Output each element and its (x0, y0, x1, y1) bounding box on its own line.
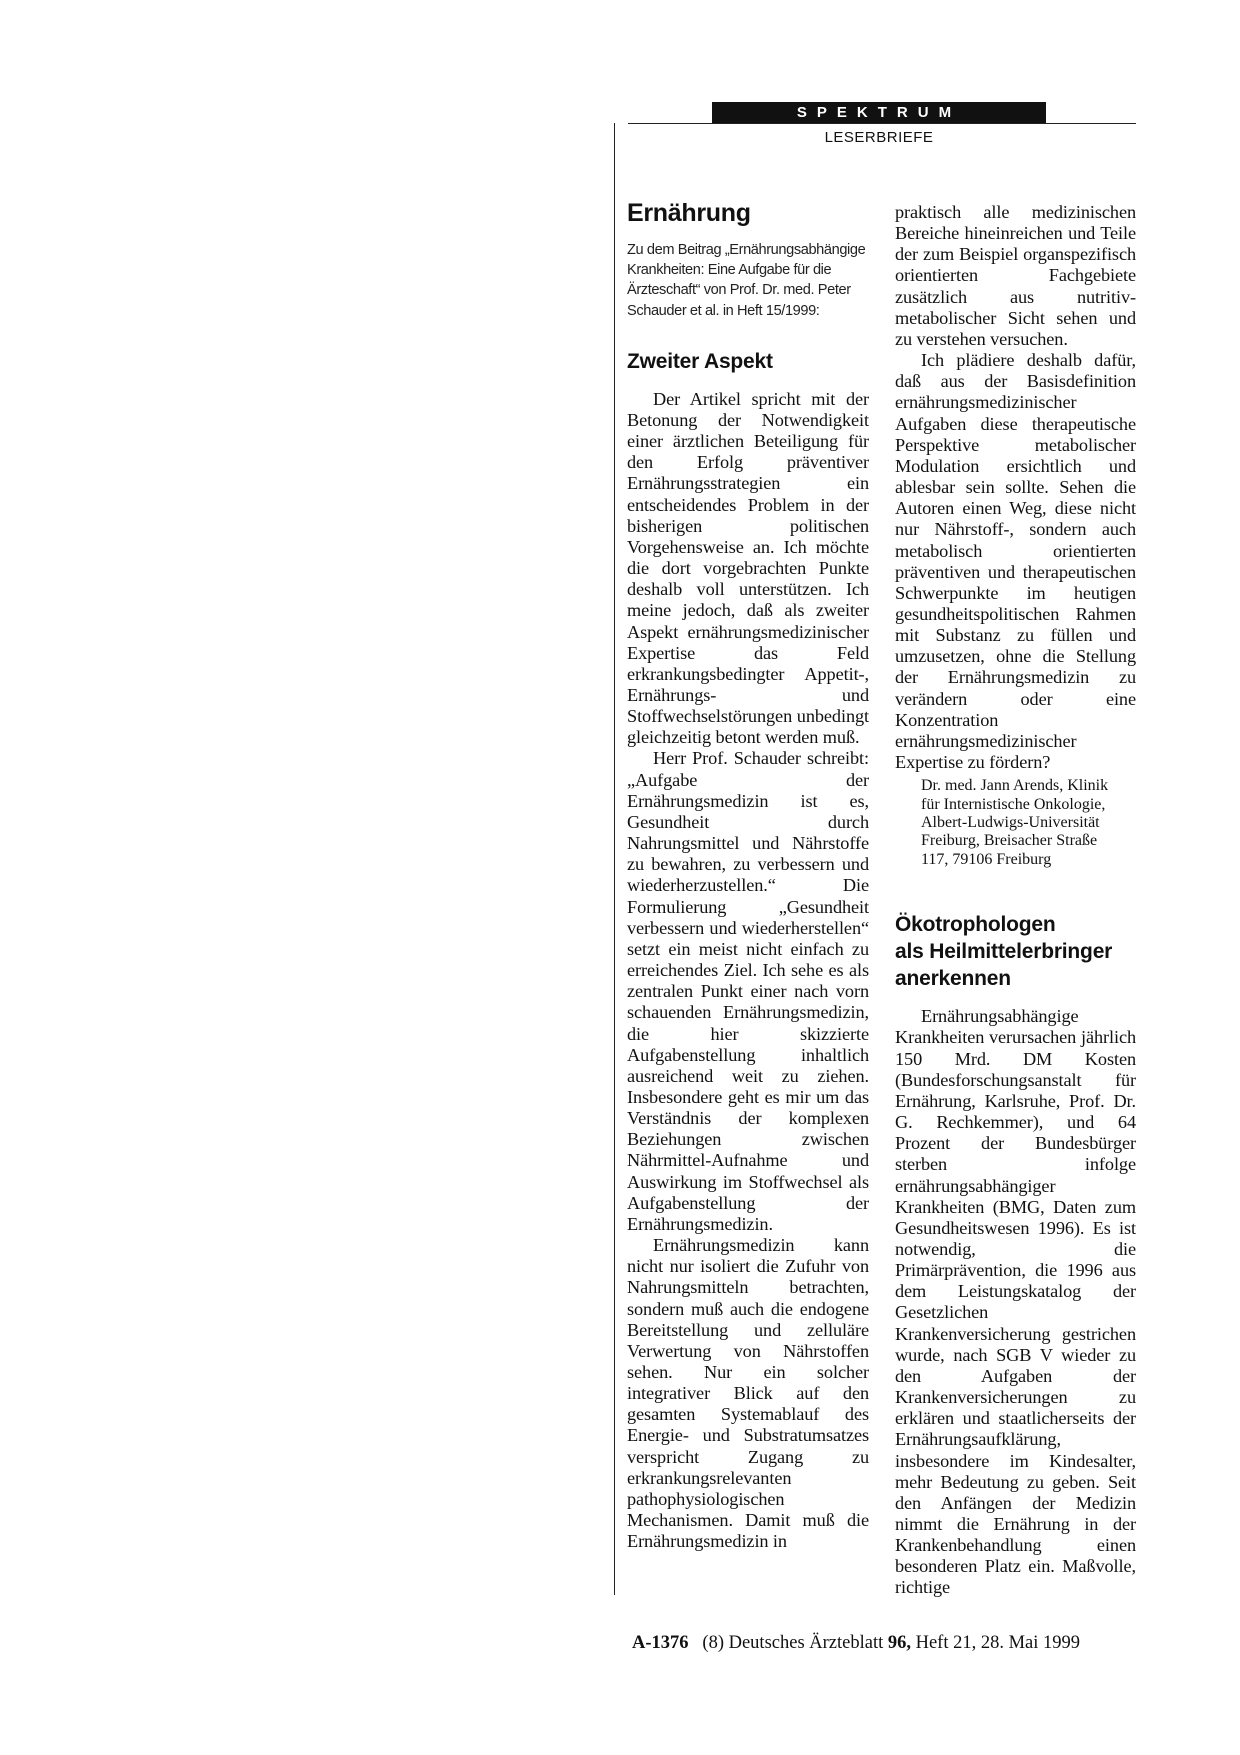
signature-line: Freiburg, Breisacher Straße (921, 832, 1098, 850)
subsection-label: LESERBRIEFE (824, 129, 934, 146)
letter-title: Ökotrophologen als Heilmittelerbringer anerkennen (895, 913, 1113, 991)
author-signature (921, 777, 1136, 869)
letter-title: Zweiter Aspekt (627, 349, 773, 373)
signature-line: Albert-Ludwigs-Universität (921, 814, 1100, 832)
journal-name: Deutsches Ärzteblatt (728, 1633, 884, 1653)
page-code: A-1376 (632, 1633, 689, 1653)
section-label: SPEKTRUM (796, 104, 962, 121)
topic-title: Ernährung (627, 199, 751, 227)
signature-line: für Internistische Onkologie, (921, 795, 1106, 813)
journal-volume: 96, (887, 1633, 911, 1653)
right-column (895, 202, 1136, 1599)
issue-date: Heft 21, 28. Mai 1999 (915, 1633, 1081, 1653)
page-number: (8) (702, 1633, 724, 1653)
letter-paragraph: Der Artikel spricht mit der Betonung der Notwendigkeit einer ärztlichen Beteiligung für den Erfolg präventiver Ernährungsstrategien ein entscheidendes Problem in der bisherigen politischen Vorgehensweise an. Ich möchte die dort vorgebrachten Punkte deshalb voll unterstützen. Ich meine jedoch, daß als zweiter Aspekt ernährungsmedizinischer Expertise das Feld erkrankungsbedingter Appetit-, Ernährungs- und Stoffwechselstörungen unbedingt gleichzeitig betont werden muß. (627, 388, 869, 748)
section-spacer (895, 869, 1136, 911)
letter-paragraph: Ernährungsmedizin kann nicht nur isoliert die Zufuhr von Nahrungsmitteln betrachten, sondern muß auch die endogene Bereitstellung und zelluläre Verwertung von Nährstoffen sehen. Nur ein solcher integrativer Blick auf den gesamten Systemablauf des Energie- und Substratumsatzes verspricht Zugang zu erkrankungsrelevanten pathophysiologischen Mechanismen. Damit muß die Ernährungsmedizin in (627, 1235, 869, 1552)
signature-line: 117, 79106 Freiburg (921, 850, 1052, 868)
letter-paragraph: Ernährungsabhängige Krankheiten verursachen jährlich 150 Mrd. DM Kosten (Bundesforschungsanstalt für Ernährung, Karlsruhe, Prof. Dr. G. Rechkemmer), und 64 Prozent der Bundesbürger sterben infolge ernährungsabhängiger Krankheiten (BMG, Daten zum Gesundheitswesen 1996). Es ist notwendig, die Primärprävention, die 1996 aus dem Leistungskatalog der Gesetzlichen Krankenversicherung gestrichen wurde, nach SGB V wieder zu den Aufgaben der Krankenversicherungen zu erklären und staatlicherseits der Ernährungsaufklärung, insbesondere im Kindesalter, mehr Bedeutung zu geben. Seit den Anfängen der Medizin nimmt die Ernährung in der Krankenbehandlung einen besonderen Platz ein. Maßvolle, richtige (895, 1006, 1136, 1598)
page-footer (632, 1633, 1080, 1654)
letter-paragraph-continued: praktisch alle medizinischen Bereiche hineinreichen und Teile der zum Beispiel organspezifisch orientierten Fachgebiete zusätzlich aus nutritiv-metabolischer Sicht sehen und zu verstehen versuchen. (895, 202, 1136, 349)
letter-paragraph: Ich plädiere deshalb dafür, daß aus der Basisdefinition ernährungsmedizinischer Aufgaben diese therapeutische Perspektive metabolischer Modulation ersichtlich und ablesbar sein sollte. Sehen die Autoren einen Weg, diese nicht nur Nährstoff-, sondern auch metabolisch orientierten präventiven und therapeutischen Schwerpunkte im heutigen gesundheitspolitischen Rahmen mit Substanz zu füllen und umzusetzen, ohne die Stellung der Ernährungsmedizin zu verändern oder eine Konzentration ernährungsmedizinischer Expertise zu fördern? (895, 350, 1136, 773)
column-rule (614, 123, 615, 1595)
left-column (627, 198, 869, 1552)
header-rule (628, 123, 1136, 124)
letter-paragraph: Herr Prof. Schauder schreibt: „Aufgabe der Ernährungsmedizin ist es, Gesundheit durch Nahrungsmittel und Nährstoffe zu bewahren, zu verbessern und wiederherzustellen.“ Die Formulierung „Gesundheit verbessern und wiederherstellen“ setzt ein meist nicht einfach zu erreichendes Ziel. Ich sehe es als zentralen Punkt einer nach vorn schauenden Ernährungsmedizin, die hier skizzierte Aufgabenstellung inhaltlich ausreichend weit zu ziehen. Insbesondere geht es mir um das Verständnis der komplexen Beziehungen zwischen Nährmittel-Aufnahme und Auswirkung im Stoffwechsel als Aufgabenstellung der Ernährungsmedizin. (627, 748, 869, 1234)
section-header-bar (712, 102, 1046, 123)
article-reference-intro: Zu dem Beitrag „Ernährungsabhängige Krankheiten: Eine Aufgabe für die Ärzteschaft“ von Prof. Dr. med. Peter Schauder et al. in Heft 15/1999: (627, 242, 866, 319)
signature-line: Dr. med. Jann Arends, Klinik (921, 777, 1109, 795)
